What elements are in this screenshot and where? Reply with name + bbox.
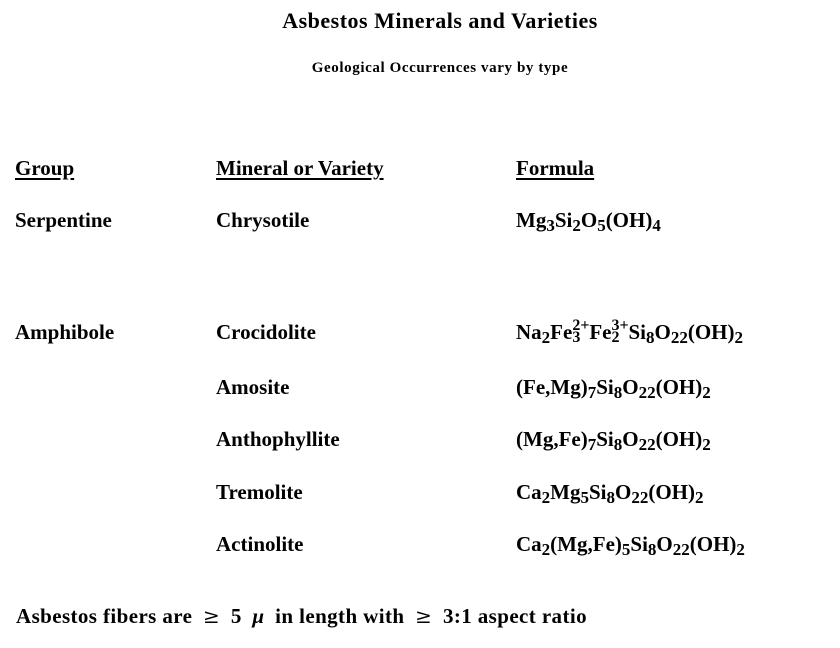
row-mineral-amosite: Amosite <box>216 375 290 399</box>
row-formula-amosite: $(Fe,Mg)_7Si_8O_{22}(OH)_2$ <box>516 375 711 402</box>
ge-symbol: ≥ <box>203 604 221 628</box>
ge-symbol-2: ≥ <box>415 604 433 628</box>
header-mineral: Mineral or Variety <box>216 156 384 180</box>
footer-text-4: 3:1 aspect ratio <box>442 604 587 628</box>
row-mineral-tremolite: Tremolite <box>216 480 303 504</box>
row-mineral-anthophyllite: Anthophyllite <box>216 427 340 451</box>
row-group-amphibole: Amphibole <box>15 320 115 344</box>
row-mineral-actinolite: Actinolite <box>216 532 304 556</box>
page-subtitle: Geological Occurrences vary by type <box>311 60 569 76</box>
mu-symbol: μ <box>252 604 265 628</box>
row-mineral-crocidolite: Crocidolite <box>216 320 316 344</box>
row-formula-tremolite: $Ca_2Mg_5Si_8O_{22}(OH)_2$ <box>516 480 704 507</box>
row-formula-anthophyllite: $(Mg,Fe)_7Si_8O_{22}(OH)_2$ <box>516 427 711 454</box>
page-title: Asbestos Minerals and Varieties <box>282 8 598 33</box>
footer-text-3: in length with <box>275 604 405 628</box>
footer-note <box>16 604 587 629</box>
row-group-serpentine: Serpentine <box>15 208 112 232</box>
row-mineral-chrysotile: Chrysotile <box>216 208 310 232</box>
header-group: Group <box>15 156 75 180</box>
footer-text-1: Asbestos fibers are <box>16 604 193 628</box>
row-formula-chrysotile: $Mg_3Si_2O_5(OH)_4$ <box>516 208 661 235</box>
footer-text-2: 5 <box>230 604 242 628</box>
row-formula-actinolite: $Ca_2(Mg,Fe)_5Si_8O_{22}(OH)_2$ <box>516 532 745 559</box>
row-formula-crocidolite: $Na_2Fe$ 2+ 3 Fe 3+ 2 $Si_8O_{22}(OH)_2$ <box>516 317 743 347</box>
header-formula: Formula <box>516 156 595 180</box>
